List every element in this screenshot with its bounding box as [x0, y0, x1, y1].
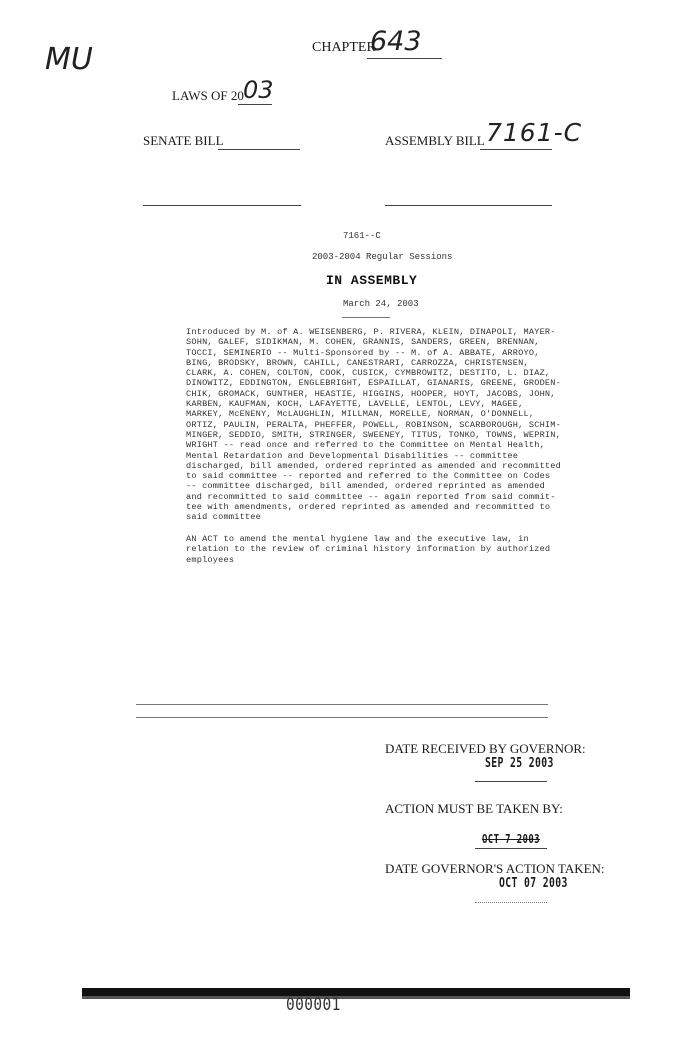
- introduction-line: Introduced by M. of A. WEISENBERG, P. RIVERA, KLEIN, DINAPOLI, MAYER-: [186, 327, 556, 337]
- introduction-line: tee with amendments, ordered reprinted as amended and recommitted to: [186, 502, 551, 513]
- date-received-label: DATE RECEIVED BY GOVERNOR:: [385, 741, 586, 756]
- action-deadline-underline: [475, 848, 547, 849]
- action-taken-underline: [475, 902, 547, 903]
- act-title-line: relation to the review of criminal history information by authorized: [186, 544, 551, 555]
- chapter-number: 643: [370, 26, 422, 57]
- chapter-underline: [367, 58, 442, 59]
- introduction-paragraph: [186, 327, 576, 523]
- bill-number: 7161--C: [343, 231, 381, 241]
- act-title-line: employees: [186, 554, 235, 565]
- introduction-line: TOCCI, SEMINERIO -- Multi-Sponsored by -- M. of A. ABBATE, ARROYO,: [186, 347, 540, 358]
- introduction-line: said committee: [186, 512, 261, 523]
- introduction-line: WRIGHT -- read once and referred to the Committee on Mental Health,: [186, 440, 545, 451]
- scan-bar-edge: [82, 996, 630, 999]
- introduction-line: MARKEY, McENENY, McLAUGHLIN, MILLMAN, MORELLE, NORMAN, O'DONNELL,: [186, 409, 535, 420]
- action-taken-label: DATE GOVERNOR'S ACTION TAKEN:: [385, 861, 605, 876]
- date-rule: [342, 317, 390, 318]
- introduction-line: CHIK, GROMACK, GUNTHER, HEASTIE, HIGGINS, HOOPER, HOYT, JACOBS, JOHN,: [186, 388, 556, 399]
- blank-line-right: [385, 205, 552, 206]
- house-heading: IN ASSEMBLY: [326, 273, 418, 288]
- introduction-line: ORTIZ, PAULIN, PERALTA, PHEFFER, POWELL, ROBINSON, SCARBOROUGH, SCHIM-: [186, 419, 561, 430]
- assembly-bill-underline: [480, 149, 552, 150]
- introduction-line: to said committee -- reported and referred to the Committee on Codes: [186, 471, 551, 482]
- introduction-line: and recommitted to said committee -- again reported from said commit-: [186, 491, 556, 502]
- action-taken-stamp: OCT 07 2003: [499, 876, 568, 891]
- scan-bar: [82, 988, 630, 996]
- introduction-line: SOHN, GALEF, SIDIKMAN, M. COHEN, GRANNIS, SANDERS, GREEN, BRENNAN,: [186, 337, 540, 348]
- handwritten-initials: MU: [45, 42, 93, 77]
- chapter-label: CHAPTER: [312, 40, 376, 55]
- date-received-underline: [475, 781, 547, 782]
- separator-rule-top: [136, 704, 548, 705]
- senate-bill-label: SENATE BILL: [143, 133, 224, 148]
- blank-line-left: [143, 205, 301, 206]
- laws-underline: [238, 104, 272, 105]
- introduction-line: MINGER, SEDDIO, SMITH, STRINGER, SWEENEY, TITUS, TONKO, TOWNS, WEPRIN,: [186, 429, 561, 440]
- separator-rule-bottom: [136, 717, 548, 718]
- assembly-bill-value: 7161-C: [486, 118, 583, 147]
- introduction-line: BING, BRODSKY, BROWN, CAHILL, CANESTRARI, CARROZZA, CHRISTENSEN,: [186, 357, 529, 368]
- bill-date: March 24, 2003: [343, 299, 419, 309]
- introduction-line: KARBEN, KAUFMAN, KOCH, LAFAYETTE, LAVELLE, LENTOL, LEVY, MAGEE,: [186, 399, 524, 410]
- action-deadline-stamp: OCT 7 2003: [482, 832, 540, 846]
- introduction-line: -- committee discharged, bill amended, ordered reprinted as amended: [186, 481, 545, 492]
- assembly-bill-label: ASSEMBLY BILL: [385, 133, 485, 148]
- page-number: 000001: [286, 995, 341, 1015]
- laws-year: 03: [243, 76, 274, 104]
- laws-label: LAWS OF 20: [172, 88, 244, 103]
- introduction-line: DINOWITZ, EDDINGTON, ENGLEBRIGHT, ESPAILLAT, GIANARIS, GREENE, GRODEN-: [186, 378, 561, 389]
- introduction-line: CLARK, A. COHEN, COLTON, COOK, CUSICK, CYMBROWITZ, DESTITO, L. DIAZ,: [186, 368, 551, 379]
- introduction-line: discharged, bill amended, ordered reprinted as amended and recommitted: [186, 460, 561, 471]
- date-received-stamp: SEP 25 2003: [485, 756, 554, 771]
- introduction-line: Mental Retardation and Developmental Disabilities -- committee: [186, 450, 519, 461]
- action-deadline-label: ACTION MUST BE TAKEN BY:: [385, 801, 563, 816]
- act-title: [186, 534, 576, 565]
- session: 2003-2004 Regular Sessions: [312, 252, 453, 262]
- senate-bill-underline: [218, 149, 300, 150]
- act-title-line: AN ACT to amend the mental hygiene law and the executive law, in: [186, 534, 529, 544]
